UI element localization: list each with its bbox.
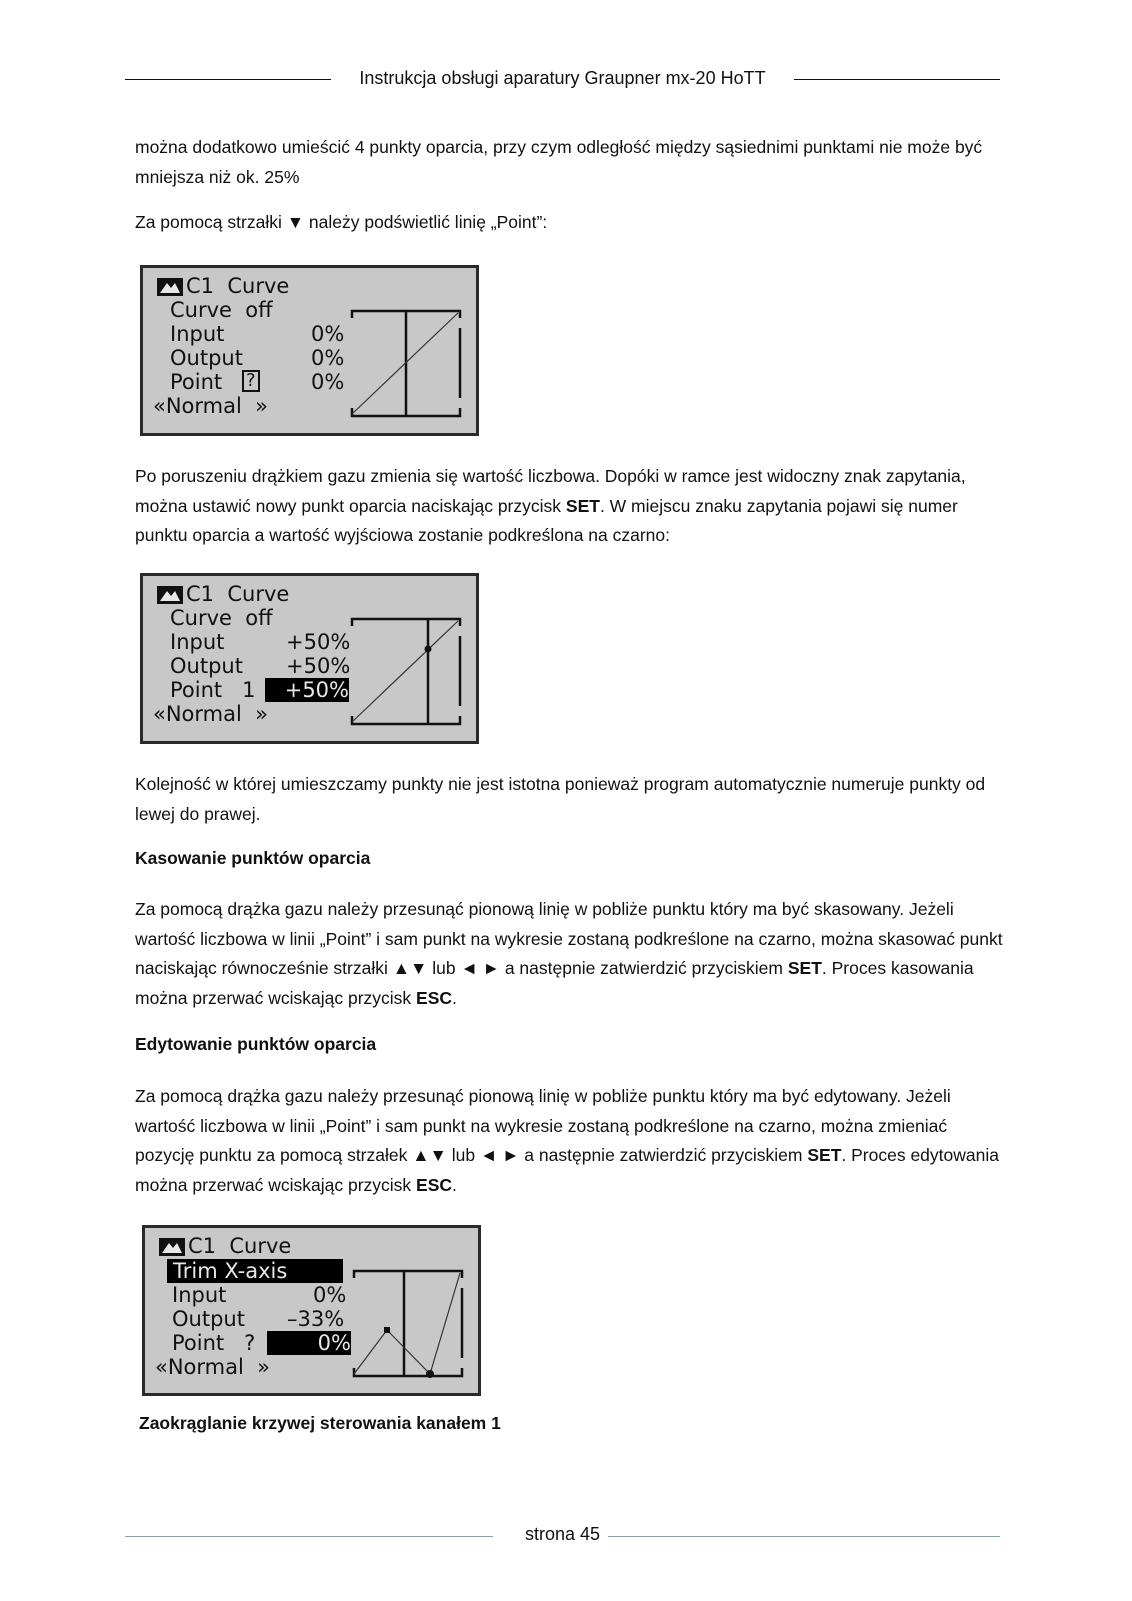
output-label: Output [170,654,243,678]
set-key: SET [565,495,600,516]
point-label: Point [170,370,223,394]
page-number: strona 45 [524,1524,601,1544]
input-label: Input [170,630,225,654]
output-value: +50% [286,654,351,678]
page-footer [125,1524,1000,1550]
lcd-screen-1 [140,265,479,436]
heading-curve-rounding: Zaokrąglanie krzywej sterowania kanałem 1 [139,1413,501,1433]
output-label: Output [172,1307,245,1331]
curve-mode-icon [159,1238,185,1256]
esc-key: ESC [416,987,453,1008]
screen-title: C1 Curve [188,1234,292,1258]
curve-graph [348,616,466,734]
set-key: SET [787,958,822,978]
nav-normal: «Normal » [153,394,269,418]
point-marker-box: ? [242,370,260,392]
input-label: Input [172,1283,227,1307]
nav-normal: «Normal » [155,1355,271,1379]
curve-graph [350,1268,468,1386]
heading-edit-points: Edytowanie punktów oparcia [135,1034,377,1054]
heading-delete-points: Kasowanie punktów oparcia [135,848,371,868]
curve-mode-label: Curve off [170,606,273,630]
nav-normal: «Normal » [153,702,269,726]
input-value: 0% [313,1283,347,1307]
curve-mode-icon [157,586,183,604]
trim-x-axis-highlighted: Trim X-axis [167,1259,343,1283]
input-value: 0% [311,322,345,346]
page-header [125,68,1000,94]
screen-title: C1 Curve [186,582,290,606]
input-value: +50% [286,630,351,654]
paragraph-set-point: Po poruszeniu drążkiem gazu zmienia się wartość liczbowa. Dopóki w ramce jest widoczny znak zapytania, można ustawić nowy punkt oparcia naciskając przycisk SET. W miejscu znaku zapytania pojawi się numer punktu oparcia a wartość wyjściowa zostanie podkreślona na czarno: [135,466,966,545]
paragraph-delete-points: Za pomocą drążka gazu należy przesunąć pionową linię w pobliże punktu który ma być skasowany. Jeżeli wartość liczbowa w linii „Point” i sam punkt na wykresie zostaną podkreślone na czarno, można skasować punkt naciskając równocześnie strzałki ▲▼ lub ◄ ► a następnie zatwierdzić przyciskiem SET. Proces kasowania można przerwać wciskając przycisk ESC. [135,899,1003,1008]
lcd-screen-2 [140,573,479,744]
esc-key: ESC [416,1174,453,1195]
header-title: Instrukcja obsługi aparatury Graupner mx-20 HoTT [345,68,779,88]
curve-graph [348,308,466,426]
output-label: Output [170,346,243,370]
paragraph-intro: można dodatkowo umieścić 4 punkty oparcia, przy czym odległość między sąsiednimi punktami nie może być mniejsza niż ok. 25% [135,137,983,187]
output-value: 0% [311,346,345,370]
screen-title: C1 Curve [186,274,290,298]
lcd-screen-3 [142,1225,481,1396]
paragraph-arrow-hint: Za pomocą strzałki ▼ należy podświetlić linię „Point”: [135,212,548,232]
point-label: Point 1 [170,678,256,702]
paragraph-point-order: Kolejność w której umieszczamy punkty nie jest istotna ponieważ program automatycznie numeruje punkty od lewej do prawej. [135,774,986,824]
point-label: Point ? [172,1331,256,1355]
paragraph-edit-points: Za pomocą drążka gazu należy przesunąć pionową linię w pobliże punktu który ma być edytowany. Jeżeli wartość liczbowa w linii „Point” i sam punkt na wykresie zostaną podkreślone na czarno, można zmieniać pozycję punktu za pomocą strzałek ▲▼ lub ◄ ► a następnie zatwierdzić przyciskiem SET. Proces edytowania można przerwać wciskając przycisk ESC. [135,1086,999,1195]
point-value: 0% [311,370,345,394]
point-value-highlighted: 0% [267,1331,351,1355]
output-value: –33% [287,1307,345,1331]
input-label: Input [170,322,225,346]
curve-mode-icon [157,278,183,296]
point-value-highlighted: +50% [265,678,349,702]
set-key: SET [807,1145,842,1165]
curve-mode-label: Curve off [170,298,273,322]
